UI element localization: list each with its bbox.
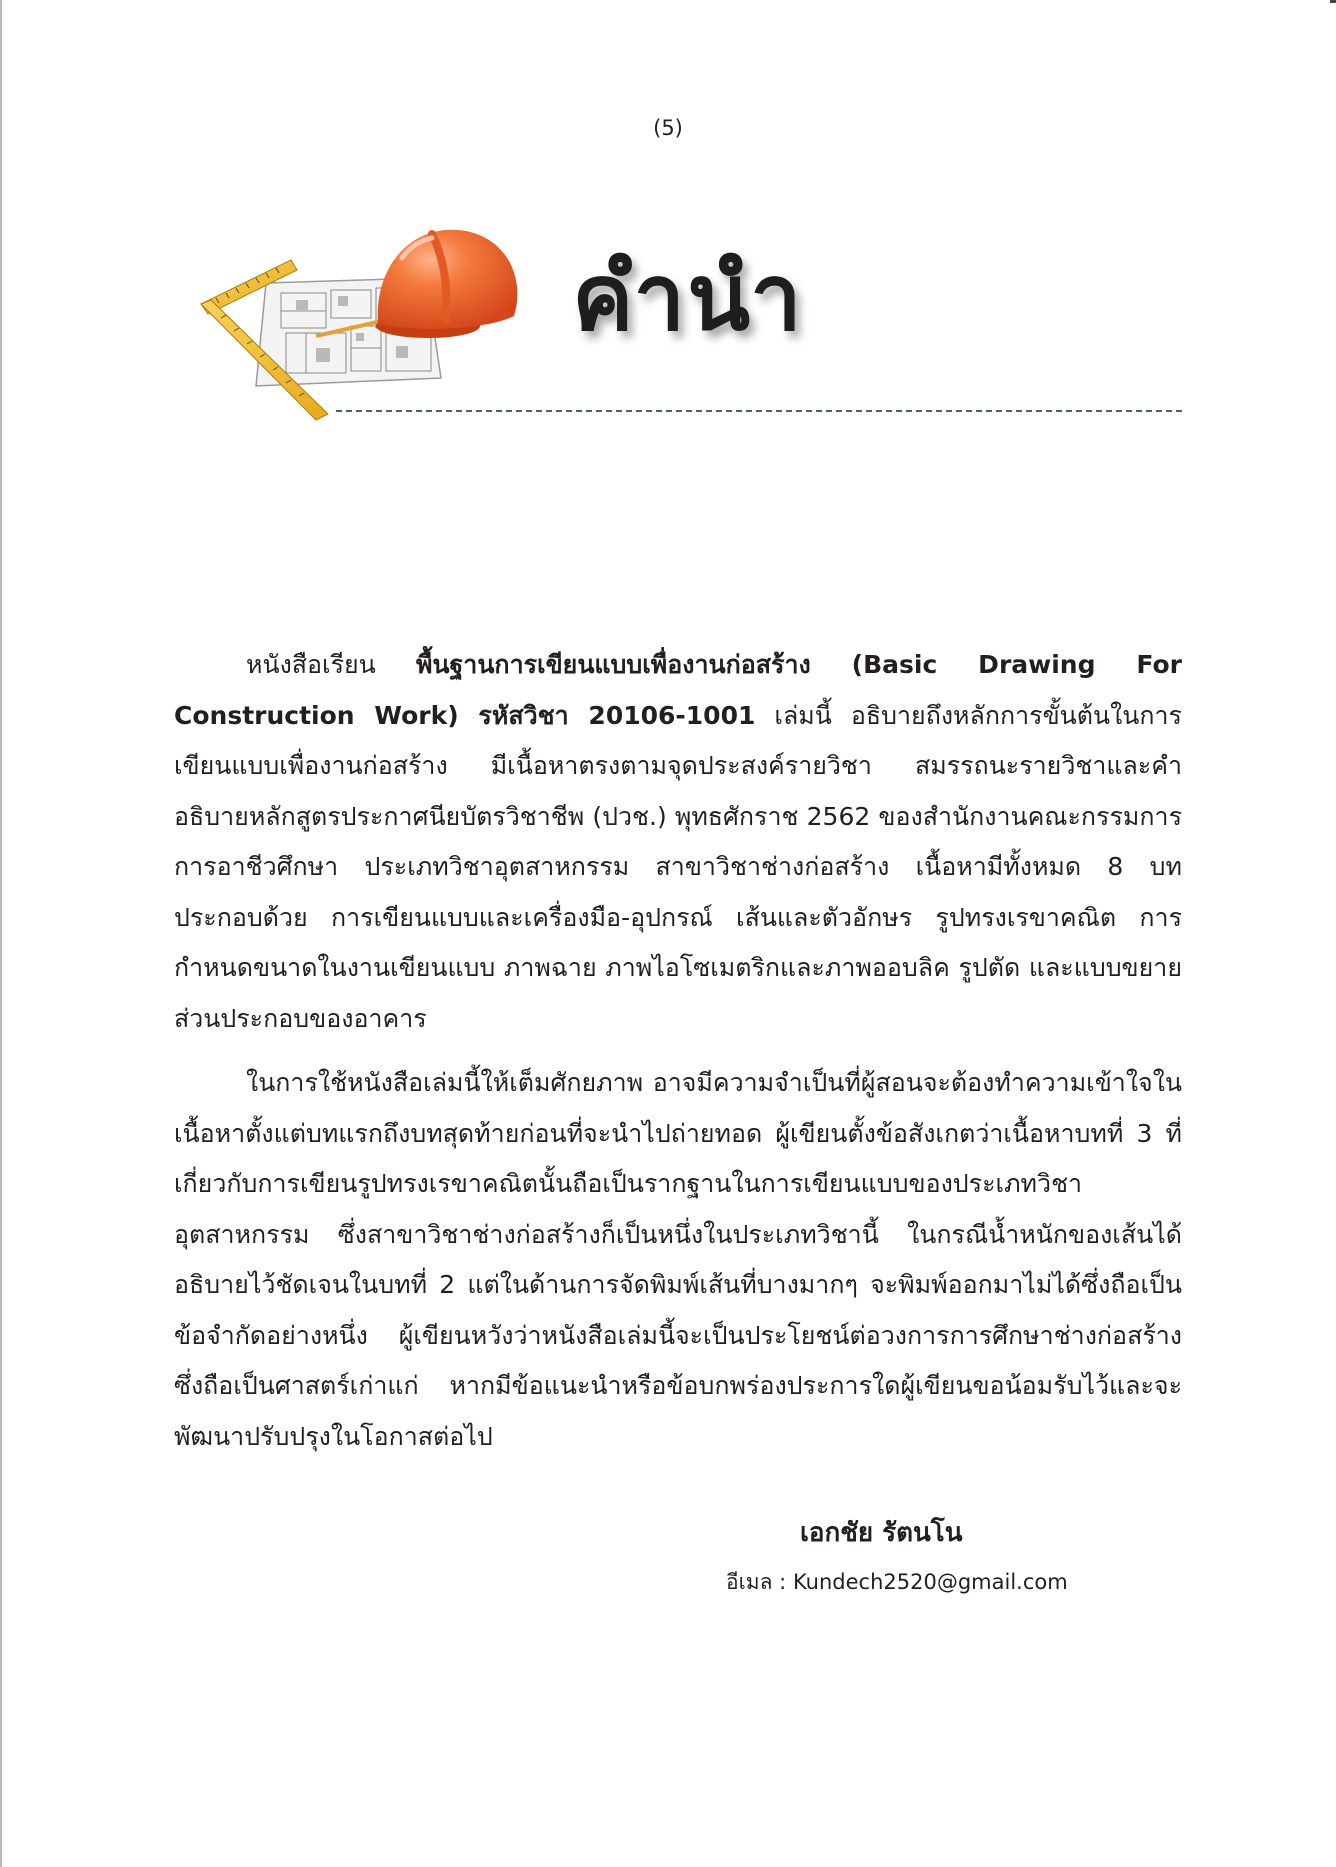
page-number: (5) [653,116,683,140]
paragraph-rest: เล่มนี้ อธิบายถึงหลักการขั้นต้นในการเขียนแบบเพื่องานก่อสร้าง มีเนื้อหาตรงตามจุดประสงค์รายวิชา สมรรถนะรายวิชาและคำอธิบายหลักสูตรประกาศนียบัตรวิชาชีพ (ปวช.) พุทธศักราช 2562 ของสำนักงานคณะกรรมการการอาชีวศึกษา ประเภทวิชาอุตสาหกรรม สาขาวิชาช่างก่อสร้าง เนื้อหามีทั้งหมด 8 บท ประกอบด้วย การเขียนแบบและเครื่องมือ-อุปกรณ์ เส้นและตัวอักษร รูปทรงเรขาคณิต การกำหนดขนาดในงานเขียนแบบ ภาพฉาย ภาพไอโซเมตริกและภาพออบลิค รูปตัด และแบบขยายส่วนประกอบของอาคาร [174,700,1182,1033]
author-name: เอกชัย รัตนโน [800,1518,963,1548]
email-label: อีเมล : [726,1570,793,1594]
preface-body [174,640,1182,1462]
paragraph-intro: หนังสือเรียน [246,650,416,679]
preface-paragraph-2: ในการใช้หนังสือเล่มนี้ให้เต็มศักยภาพ อาจมีความจำเป็นที่ผู้สอนจะต้องทำความเข้าใจในเนื้อหาตั้งแต่บทแรกถึงบทสุดท้ายก่อนที่จะนำไปถ่ายทอด ผู้เขียนตั้งข้อสังเกตว่าเนื้อหาบทที่ 3 ที่เกี่ยวกับการเขียนรูปทรงเรขาคณิตนั้นถือเป็นรากฐานในการเขียนแบบของประเภทวิชาอุตสาหกรรม ซึ่งสาขาวิชาช่างก่อสร้างก็เป็นหนึ่งในประเภทวิชานี้ ในกรณีน้ำหนักของเส้นได้อธิบายไว้ชัดเจนในบทที่ 2 แต่ในด้านการจัดพิมพ์เส้นที่บางมากๆ จะพิมพ์ออกมาไม่ได้ซึ่งถือเป็นข้อจำกัดอย่างหนึ่ง ผู้เขียนหวังว่าหนังสือเล่มนี้จะเป็นประโยชน์ต่อวงการการศึกษาช่างก่อสร้างซึ่งถือเป็นศาสตร์เก่าแก่ หากมีข้อแนะนำหรือข้อบกพร่องประการใดผู้เขียนขอน้อมรับไว้และจะพัฒนาปรับปรุงในโอกาสต่อไป [174,1068,1182,1451]
corner-mark [1330,0,1336,3]
email-address: Kundech2520@gmail.com [792,1570,1068,1594]
header-illustration [196,208,556,428]
preface-paragraph-1 [174,640,1182,1044]
page-title: คำนำ [572,244,804,351]
author-email-line [726,1566,1068,1599]
hard-hat-icon [376,230,517,338]
book-title-bold: พื้นฐานการเขียนแบบเพื่องานก่อสร้าง (Basic Drawing For Construction Work) รหัสวิชา 20106-1001 [174,650,1182,730]
page-edge-line [0,0,2,1867]
title-dashed-divider [336,410,1182,412]
